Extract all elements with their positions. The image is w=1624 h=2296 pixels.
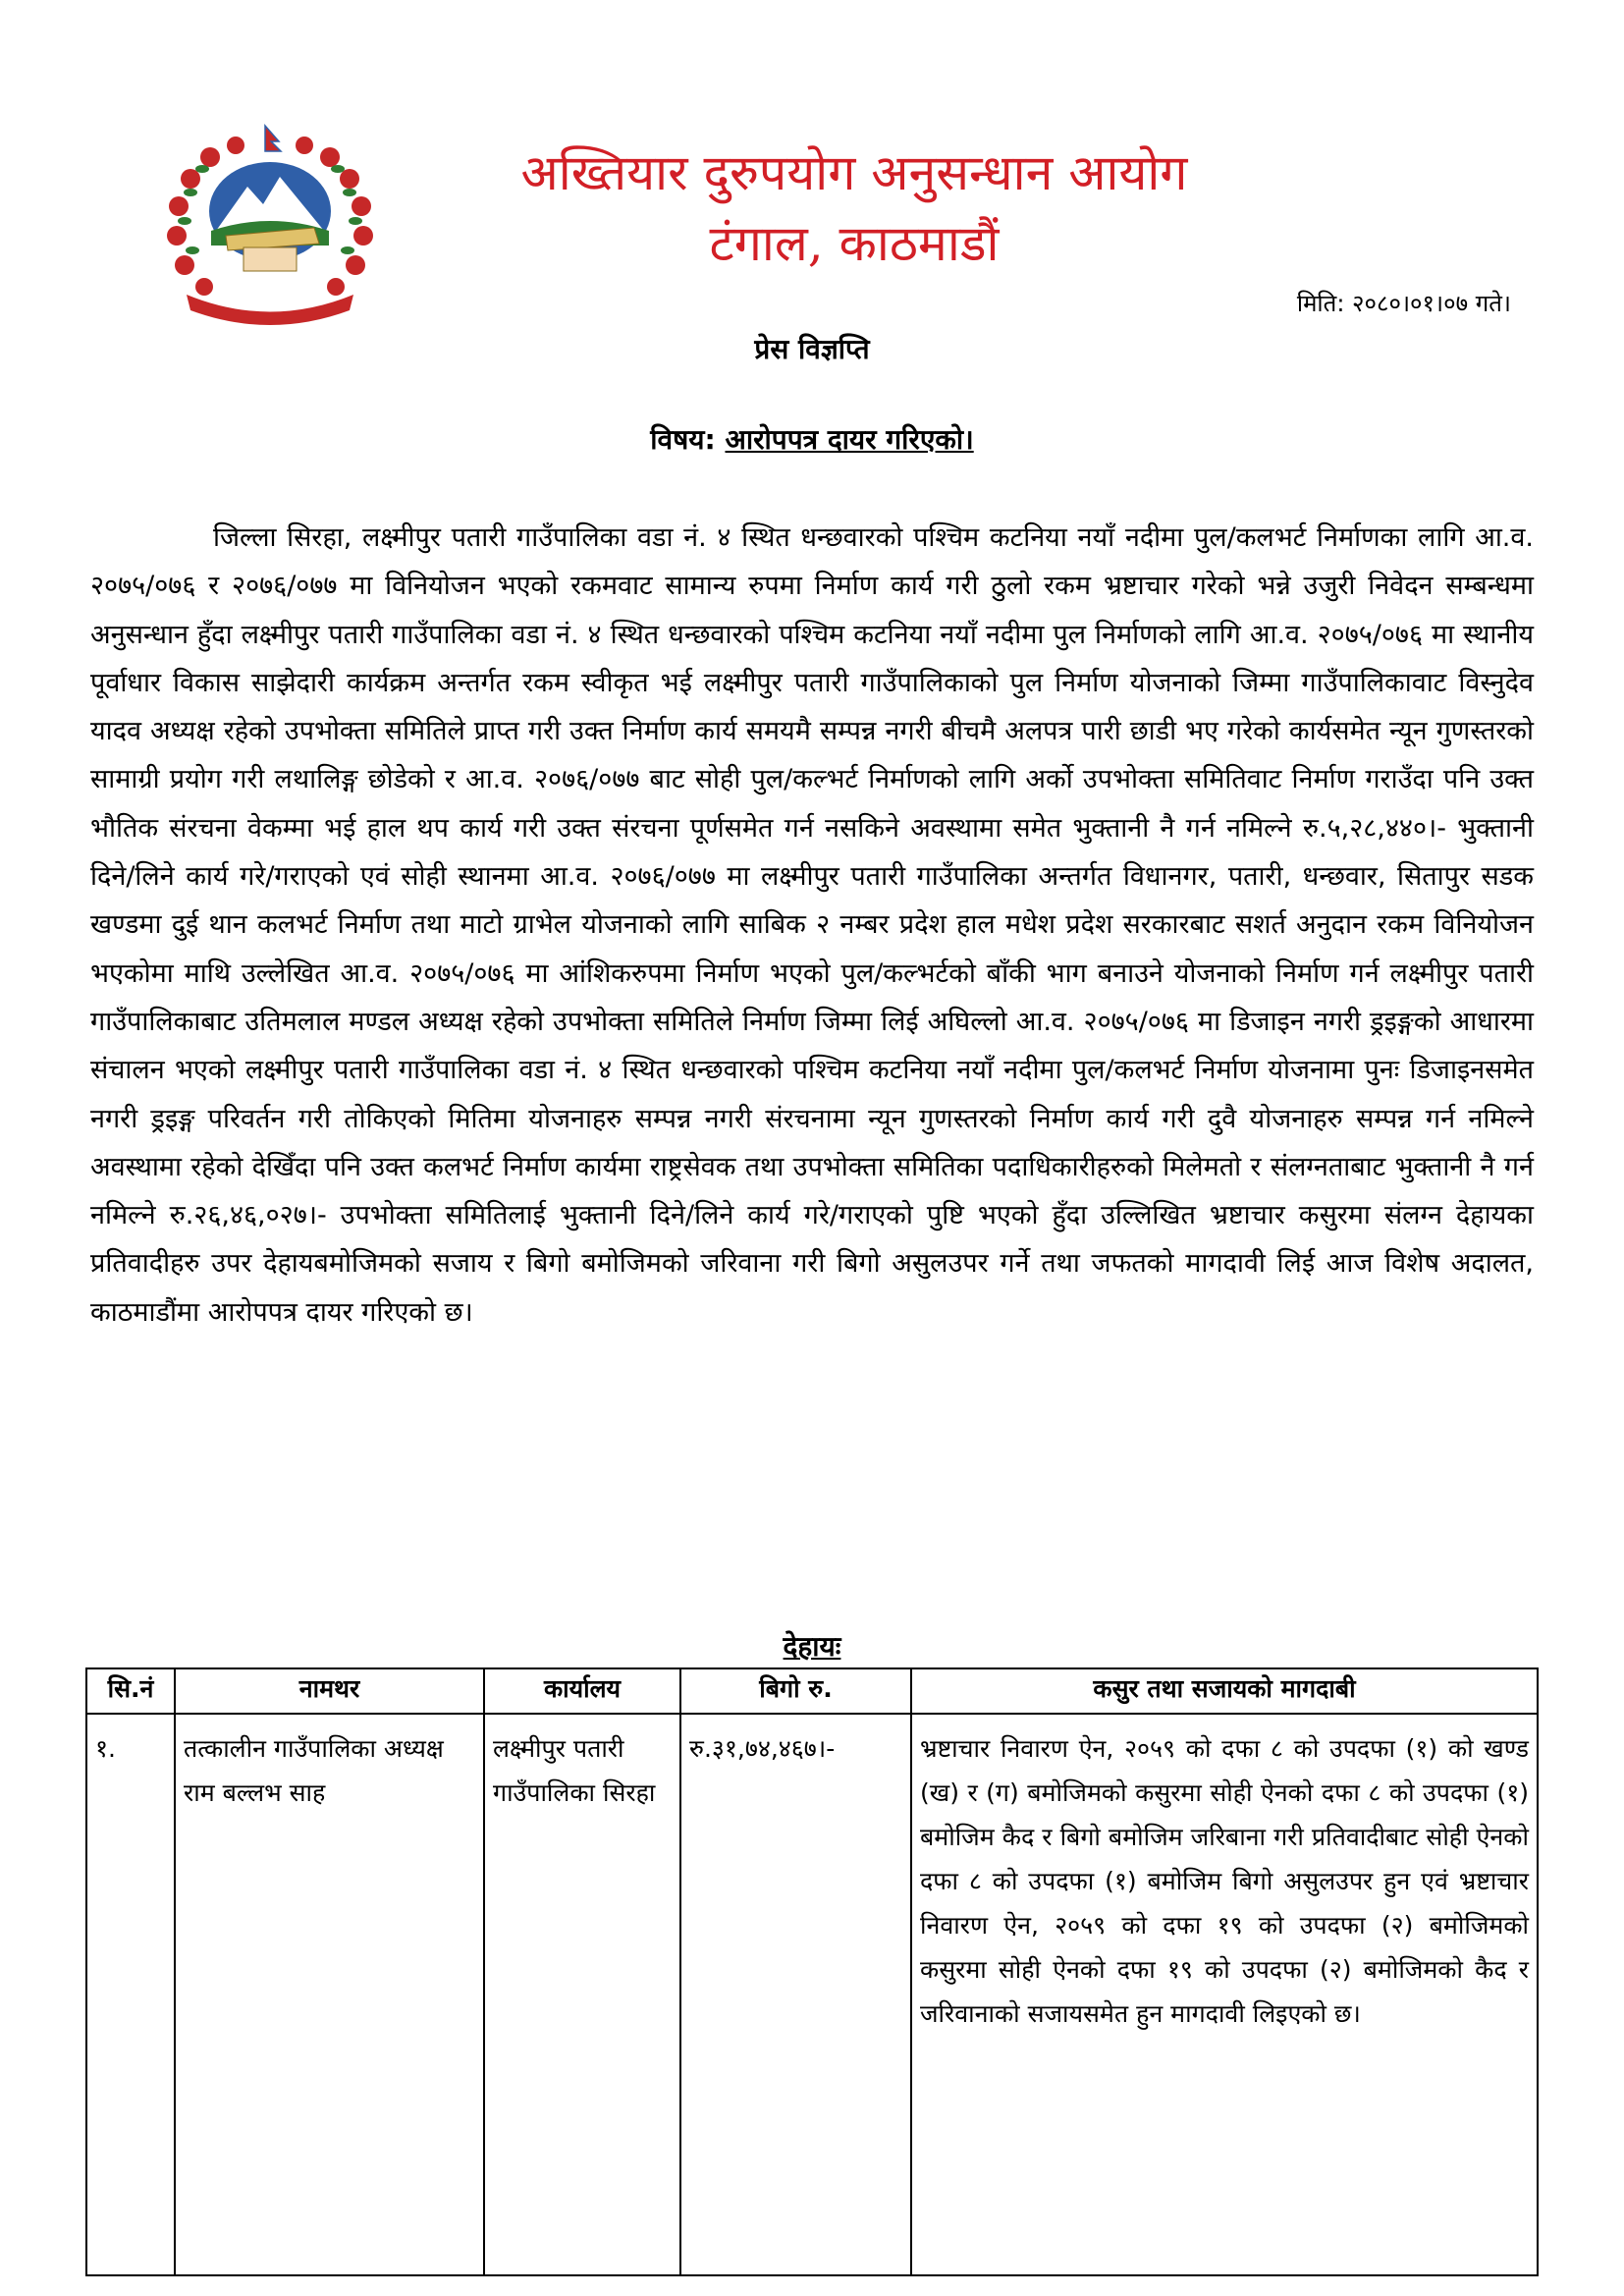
press-release-title: प्रेस विज्ञप्ति: [754, 333, 870, 365]
body-paragraph: जिल्ला सिरहा, लक्ष्मीपुर पतारी गाउँपालिका वडा नं. ४ स्थित धन्छवारको पश्चिम कटनिया नयाँ नदीमा पुल/कलभर्ट निर्माणका लागि आ.व. २०७५/०७६ र २०७६/०७७ मा विनियोजन भएको रकमवाट सामान्य रुपमा निर्माण कार्य गरी ठुलो रकम भ्रष्टाचार गरेको भन्ने उजुरी निवेदन सम्बन्धमा अनुसन्धान हुँदा लक्ष्मीपुर पतारी गाउँपालिका वडा नं. ४ स्थित धन्छवारको पश्चिम कटनिया नयाँ नदीमा पुल निर्माणको लागि आ.व. २०७५/०७६ मा स्थानीय पूर्वाधार विकास साझेदारी कार्यक्रम अन्तर्गत रकम स्वीकृत भई लक्ष्मीपुर पतारी गाउँपालिकाको पुल निर्माण योजनाको जिम्मा गाउँपालिकावाट विस्नुदेव यादव अध्यक्ष रहेको उपभोक्ता समितिले प्राप्त गरी उक्त निर्माण कार्य समयमै सम्पन्न नगरी बीचमै अलपत्र पारी छाडी भए गरेको कार्यसमेत न्यून गुणस्तरको सामाग्री प्रयोग गरी लथालिङ्ग छोडेको र आ.व. २०७६/०७७ बाट सोही पुल/कल्भर्ट निर्माणको लागि अर्को उपभोक्ता समितिवाट निर्माण गराउँदा पनि उक्त भौतिक संरचना वेकम्मा भई हाल थप कार्य गरी उक्त संरचना पूर्णसमेत गर्न नसकिने अवस्थामा समेत भुक्तानी नै गर्न नमिल्ने रु.५,२८,४४०।- भुक्तानी दिने/लिने कार्य गरे/गराएको एवं सोही स्थानमा आ.व. २०७६/०७७ मा लक्ष्मीपुर पतारी गाउँपालिका अन्तर्गत विधानगर, पतारी, धन्छवार, सितापुर सडक खण्डमा दुई थान कलभर्ट निर्माण तथा माटो ग्राभेल योजनाको लागि साबिक २ नम्बर प्रदेश हाल मधेश प्रदेश सरकारबाट सशर्त अनुदान रकम विनियोजन भएकोमा माथि उल्लेखित आ.व. २०७५/०७६ मा आंशिकरुपमा निर्माण भएको पुल/कल्भर्टको बाँकी भाग बनाउने योजनाको निर्माण गर्न लक्ष्मीपुर पतारी गाउँपालिकाबाट उतिमलाल मण्डल अध्यक्ष रहेको उपभोक्ता समितिले निर्माण जिम्मा लिई अघिल्लो आ.व. २०७५/०७६ मा डिजाइन नगरी ड्रइङ्गको आधारमा संचालन भएको लक्ष्मीपुर पतारी गाउँपालिका वडा नं. ४ स्थित धन्छवारको पश्चिम कटनिया नयाँ नदीमा पुल/कलभर्ट निर्माण योजनामा पुनः डिजाइनसमेत नगरी ड्रइङ्ग परिवर्तन गरी तोकिएको मितिमा योजनाहरु सम्पन्न नगरी संरचनामा न्यून गुणस्तरको निर्माण कार्य गरी दुवै योजनाहरु सम्पन्न गर्न नमिल्ने अवस्थामा रहेको देखिँदा पनि उक्त कलभर्ट निर्माण कार्यमा राष्ट्रसेवक तथा उपभोक्ता समितिका पदाधिकारीहरुको मिलेमतो र संलग्नताबाट भुक्तानी नै गर्न नमिल्ने रु.२६,४६,०२७।- उपभोक्ता समितिलाई भुक्तानी दिने/लिने कार्य गरे/गराएको पुष्टि भएको हुँदा उल्लिखित भ्रष्टाचार कसुरमा संलग्न देहायका प्रतिवादीहरु उपर देहायबमोजिमको सजाय र बिगो बमोजिमको जरिवाना गरी बिगो असुलउपर गर्ने तथा जफतको मागदावी लिई आज विशेष अदालत, काठमाडौंमा आरोपपत्र दायर गरिएको छ।: [90, 522, 1534, 1328]
header-charges: कसुर तथा सजायको मागदाबी: [911, 1668, 1538, 1714]
document-date: मिति: २०८०।०१।०७ गते।: [1296, 290, 1511, 317]
table-row: [86, 1714, 1538, 2275]
nepal-emblem-logo: [157, 118, 383, 329]
cell-charges: भ्रष्टाचार निवारण ऐन, २०५९ को दफा ८ को उपदफा (१) को खण्ड (ख) र (ग) बमोजिमको कसुरमा सोही ऐनको दफा ८ को उपदफा (१) बमोजिम कैद र बिगो बमोजिम जरिबाना गरी प्रतिवादीबाट सोही ऐनको दफा ८ को उपदफा (१) बमोजिम बिगो असुलउपर हुन एवं भ्रष्टाचार निवारण ऐन, २०५९ को दफा १९ को उपदफा (२) बमोजिमको कसुरमा सोही ऐनको दफा १९ को उपदफा (२) बमोजिमको कैद र जरिवानाको सजायसमेत हुन मागदावी लिइएको छ।: [911, 1714, 1538, 2275]
header-office: कार्यालय: [484, 1668, 680, 1714]
cell-amount: रु.३१,७४,४६७।-: [680, 1714, 911, 2275]
organization-location: टंगाल, काठमाडौं: [709, 215, 1000, 272]
subject-value: आरोपपत्र दायर गरिएको।: [725, 423, 974, 456]
header-amount: बिगो रु.: [680, 1668, 911, 1714]
cell-serial-number: १.: [86, 1714, 175, 2275]
cell-name: तत्कालीन गाउँपालिका अध्यक्ष राम बल्लभ साह: [175, 1714, 484, 2275]
cell-office: लक्ष्मीपुर पतारी गाउँपालिका सिरहा: [484, 1714, 680, 2275]
accused-table: [85, 1667, 1539, 2276]
subject-line: [0, 420, 1624, 458]
organization-name: अख्तियार दुरुपयोग अनुसन्धान आयोग: [520, 144, 1188, 201]
header-name: नामथर: [175, 1668, 484, 1714]
subject-label: विषय:: [650, 423, 716, 456]
table-header-row: [86, 1668, 1538, 1714]
dehay-heading: देहायः: [783, 1630, 841, 1663]
header-serial-number: सि.नं: [86, 1668, 175, 1714]
